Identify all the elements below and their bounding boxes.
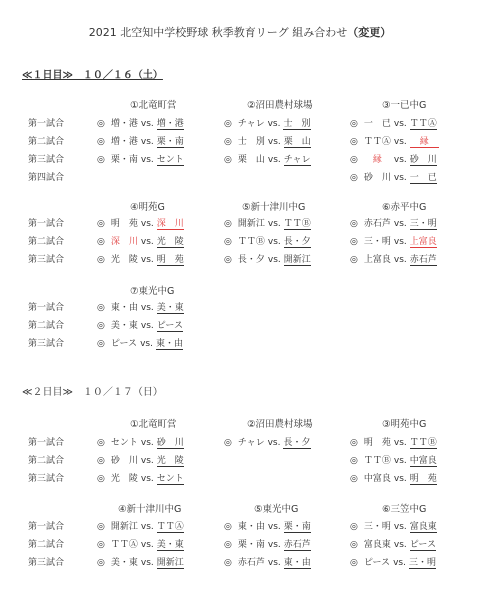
match: ◎ 砂 川 vs. 光 陵 [97, 456, 184, 466]
day2-heading: ≪２日目≫ １０／１７（日） [22, 387, 163, 398]
game-label: 第一試合 [28, 219, 65, 229]
match: ◎ ピース vs. 三・明 [350, 558, 436, 568]
match: ◎ 栗・南 vs. 赤石芦 [224, 540, 311, 550]
match: ◎ 三・明 vs. 富良東 [350, 522, 437, 532]
match: ◎ セント vs. 砂 川 [97, 438, 184, 448]
page-title: 2021 北空知中学校野球 秋季教育リーグ 組み合わせ（変更） [88, 26, 392, 39]
match: ◎ 開新江 vs. ＴＴⒶ [97, 522, 184, 532]
game-label: 第三試合 [28, 339, 65, 349]
match: ◎ 赤石芦 vs. 三・明 [350, 219, 437, 229]
game-label: 第三試合 [28, 558, 65, 568]
match: ◎ チャレ vs. 長・夕 [224, 438, 311, 448]
match: ◎ 長・夕 vs. 開新江 [224, 255, 311, 265]
game-label: 第一試合 [28, 438, 65, 448]
venue: ①北竜町営 [130, 100, 177, 111]
match: ◎ 栗・南 vs. セント [97, 155, 184, 165]
match: ◎ 東・由 vs. 栗・南 [224, 522, 311, 532]
match: ◎ ＴＴⒶ vs. 縁 [350, 134, 439, 147]
match: ◎ 深 川 vs. 光 陵 [97, 237, 184, 247]
match: ◎ 開新江 vs. ＴＴⒷ [224, 219, 311, 229]
game-label: 第一試合 [28, 119, 65, 129]
match: ◎ 富良東 vs. ピース [350, 540, 436, 550]
venue: ④明苑G [130, 202, 165, 213]
game-label: 第二試合 [28, 237, 65, 247]
game-label: 第一試合 [28, 522, 65, 532]
venue: ③明苑中G [382, 419, 427, 430]
venue: ⑦東光中G [130, 286, 175, 297]
venue: ⑤東光中G [254, 504, 299, 515]
game-label: 第二試合 [28, 540, 65, 550]
match: ◎ 増・港 vs. 増・港 [97, 119, 184, 129]
match: ◎ 赤石芦 vs. 東・由 [224, 558, 311, 568]
match: ◎ 増・港 vs. 栗・南 [97, 137, 184, 147]
game-label: 第二試合 [28, 456, 65, 466]
match: ◎ 光 陵 vs. 明 苑 [97, 255, 184, 265]
day1-heading: ≪１日目≫ １０／１６（土） [22, 70, 163, 81]
venue: ④新十津川中G [118, 504, 182, 515]
match: ◎ 縁 vs. 砂 川 [350, 155, 437, 165]
venue: ⑤新十津川中G [242, 202, 306, 213]
game-label: 第三試合 [28, 155, 65, 165]
venue: ⑥赤平中G [382, 202, 427, 213]
match: ◎ 士 別 vs. 栗 山 [224, 137, 311, 147]
match: ◎ チャレ vs. 士 別 [224, 119, 311, 129]
game-label: 第二試合 [28, 321, 65, 331]
match: ◎ 美・東 vs. 開新江 [97, 558, 184, 568]
match: ◎ 一 已 vs. ＴＴⒶ [350, 119, 437, 129]
venue: ②沼田農村球場 [247, 100, 313, 111]
game-label: 第一試合 [28, 303, 65, 313]
match: ◎ 光 陵 vs. セント [97, 474, 184, 484]
match: ◎ 上富良 vs. 赤石芦 [350, 255, 437, 265]
venue: ⑥三笠中G [382, 504, 427, 515]
match: ◎ 明 苑 vs. 深 川 [97, 219, 184, 229]
game-label: 第三試合 [28, 474, 65, 484]
match: ◎ ＴＴⒷ vs. 長・夕 [224, 237, 311, 247]
match: ◎ 砂 川 vs. 一 已 [350, 173, 437, 183]
match: ◎ ＴＴⒶ vs. 美・東 [97, 540, 184, 550]
match: ◎ 中富良 vs. 明 苑 [350, 474, 437, 484]
match: ◎ 美・東 vs. ピース [97, 321, 183, 331]
venue: ②沼田農村球場 [247, 419, 313, 430]
match: ◎ 三・明 vs. 上富良 [350, 237, 437, 247]
match: ◎ ピース vs. 東・由 [97, 339, 183, 349]
match: ◎ 栗 山 vs. チャレ [224, 155, 311, 165]
venue: ③一已中G [382, 100, 427, 111]
match: ◎ 東・由 vs. 美・東 [97, 303, 184, 313]
game-label: 第四試合 [28, 173, 65, 183]
game-label: 第二試合 [28, 137, 65, 147]
match: ◎ 明 苑 vs. ＴＴⒷ [350, 438, 437, 448]
game-label: 第三試合 [28, 255, 65, 265]
venue: ①北竜町営 [130, 419, 177, 430]
match: ◎ ＴＴⒷ vs. 中富良 [350, 456, 437, 466]
